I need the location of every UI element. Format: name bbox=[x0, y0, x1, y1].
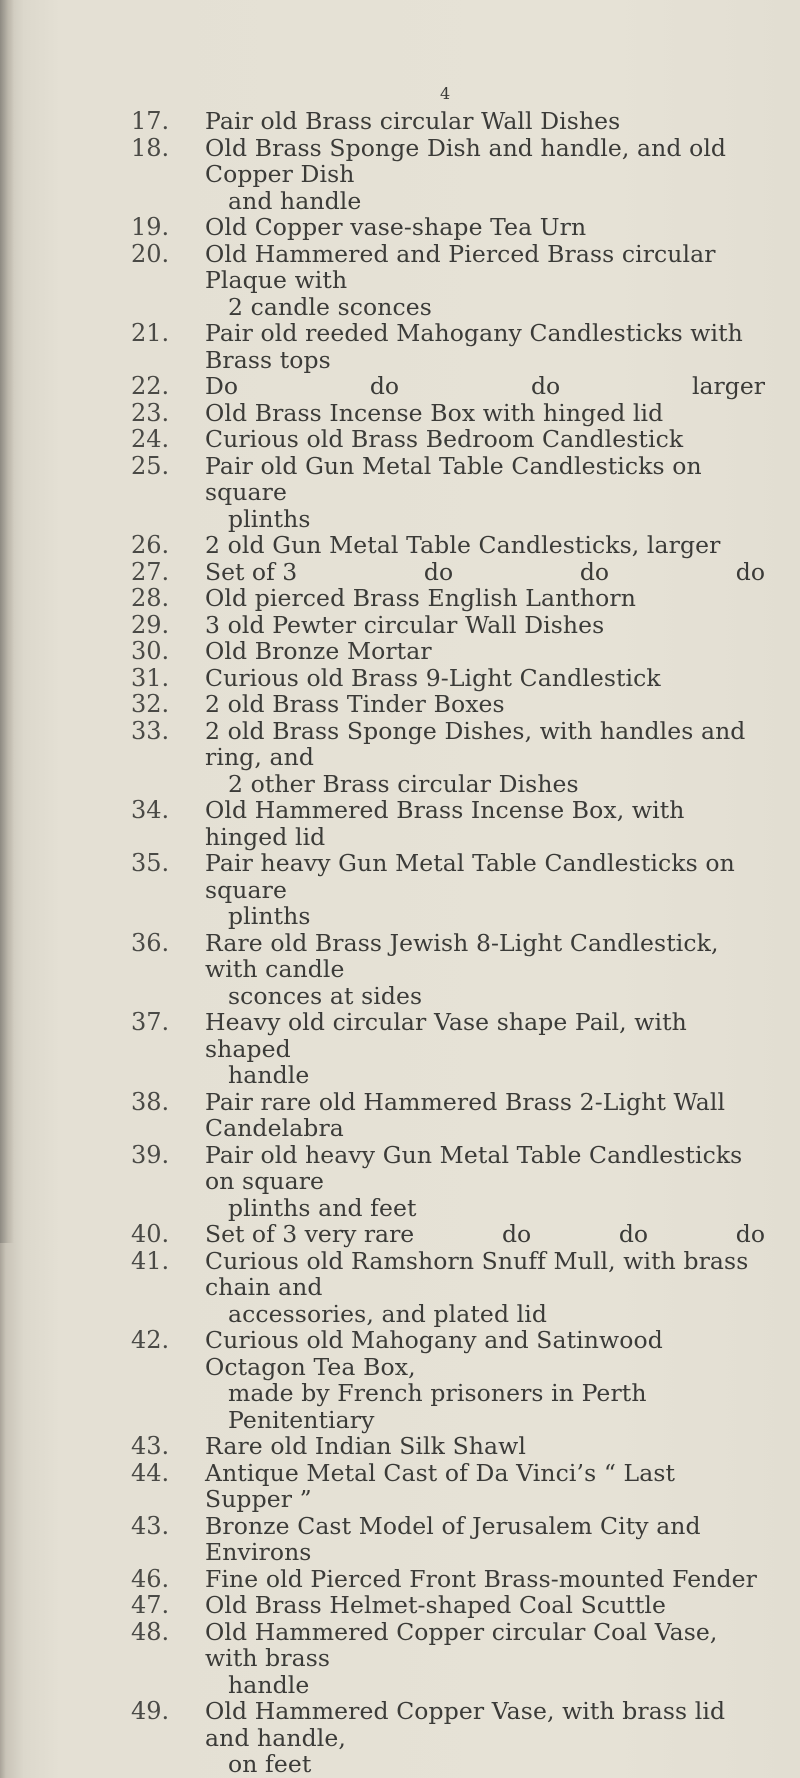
description-continuation: plinths bbox=[228, 902, 311, 930]
catalogue-entry bbox=[0, 1142, 800, 1222]
entry-description bbox=[205, 214, 765, 241]
catalogue-entry bbox=[0, 135, 800, 215]
description-line: Old Brass Helmet-shaped Coal Scuttle bbox=[205, 1591, 666, 1619]
entry-description bbox=[205, 320, 765, 373]
description-continuation: 2 candle sconces bbox=[228, 292, 432, 321]
catalogue-entry bbox=[0, 373, 800, 400]
description-line: 2 old Gun Metal Table Candlesticks, larger bbox=[205, 531, 721, 559]
entry-description bbox=[205, 797, 765, 850]
catalogue-entry bbox=[0, 1698, 800, 1778]
entry-description bbox=[205, 691, 765, 718]
ditto-word: Set of 3 very rare bbox=[205, 1220, 415, 1248]
entry-description bbox=[205, 585, 765, 612]
entry-description bbox=[205, 1566, 765, 1593]
entry-description bbox=[205, 930, 765, 1010]
description-continuation: and handle bbox=[228, 186, 362, 215]
entry-number: 26. bbox=[131, 531, 170, 559]
entry-number: 19. bbox=[131, 213, 170, 241]
entry-description bbox=[205, 1089, 765, 1142]
description-continuation: handle bbox=[228, 1061, 310, 1089]
description-continuation: made by French prisoners in Perth Penitentiary bbox=[228, 1379, 647, 1434]
ditto-word: do bbox=[735, 557, 765, 586]
entry-number: 33. bbox=[131, 716, 170, 745]
catalogue-entry bbox=[0, 453, 800, 533]
entry-number: 29. bbox=[131, 610, 170, 639]
entry-number: 28. bbox=[131, 584, 170, 612]
description-continuation: plinths and feet bbox=[228, 1193, 417, 1222]
description-line: Old Hammered Copper circular Coal Vase, with brass bbox=[205, 1617, 718, 1672]
description-line: Pair rare old Hammered Brass 2-Light Wall Candelabra bbox=[205, 1087, 726, 1142]
entry-ditto-row bbox=[205, 559, 765, 586]
entry-number: 37. bbox=[131, 1008, 170, 1036]
entry-number: 40. bbox=[131, 1220, 170, 1248]
catalogue-entry bbox=[0, 930, 800, 1010]
description-line: 3 old Pewter circular Wall Dishes bbox=[205, 610, 605, 639]
catalogue-entry bbox=[0, 1433, 800, 1460]
ditto-word: larger bbox=[692, 372, 765, 400]
description-line: Rare old Indian Silk Shawl bbox=[205, 1432, 526, 1460]
catalogue-entry bbox=[0, 585, 800, 612]
entry-number: 36. bbox=[131, 928, 170, 957]
description-line: Fine old Pierced Front Brass-mounted Fender bbox=[205, 1564, 757, 1593]
catalogue-entry bbox=[0, 850, 800, 930]
entry-number: 24. bbox=[131, 425, 170, 453]
entry-description bbox=[205, 1433, 765, 1460]
catalogue-entry bbox=[0, 1460, 800, 1513]
catalogue-entry bbox=[0, 1221, 800, 1248]
ditto-word: do bbox=[579, 557, 610, 586]
description-line: 2 old Brass Sponge Dishes, with handles and ring, and bbox=[205, 716, 746, 771]
entry-number: 49. bbox=[131, 1697, 170, 1725]
catalogue-entry bbox=[0, 718, 800, 798]
entry-number: 43. bbox=[131, 1511, 170, 1540]
description-continuation: accessories, and plated lid bbox=[228, 1299, 548, 1328]
entry-description bbox=[205, 1142, 765, 1222]
catalogue-entry bbox=[0, 214, 800, 241]
description-continuation: handle bbox=[228, 1670, 310, 1699]
description-line: Curious old Mahogany and Satinwood Octagon Tea Box, bbox=[205, 1326, 663, 1381]
catalogue-entry bbox=[0, 1327, 800, 1433]
entry-description bbox=[205, 1327, 765, 1433]
entry-number: 32. bbox=[131, 690, 170, 718]
catalogue-entry bbox=[0, 1248, 800, 1328]
entry-description bbox=[205, 638, 765, 665]
entry-number: 39. bbox=[131, 1140, 170, 1169]
entry-description bbox=[205, 1592, 765, 1619]
description-continuation: on feet bbox=[228, 1750, 312, 1778]
catalogue-entry bbox=[0, 665, 800, 692]
entry-description bbox=[205, 426, 765, 453]
description-continuation: 2 other Brass circular Dishes bbox=[228, 769, 579, 798]
entry-description bbox=[205, 1009, 765, 1089]
entry-description bbox=[205, 718, 765, 798]
description-line: Pair old Brass circular Wall Dishes bbox=[205, 107, 621, 135]
catalogue-entries bbox=[0, 108, 800, 1778]
catalogue-entry bbox=[0, 1619, 800, 1699]
description-line: 2 old Brass Tinder Boxes bbox=[205, 690, 505, 718]
description-continuation: sconces at sides bbox=[228, 981, 423, 1010]
description-line: Pair old heavy Gun Metal Table Candlesticks on square bbox=[205, 1140, 743, 1195]
entry-description bbox=[205, 665, 765, 692]
catalogue-entry bbox=[0, 1089, 800, 1142]
description-line: Curious old Brass 9-Light Candlestick bbox=[205, 663, 661, 692]
catalogue-entry bbox=[0, 1513, 800, 1566]
ditto-word: do bbox=[423, 557, 454, 586]
entry-number: 34. bbox=[131, 796, 170, 824]
entry-number: 42. bbox=[131, 1326, 170, 1354]
entry-number: 38. bbox=[131, 1087, 170, 1116]
description-line: Old Hammered and Pierced Brass circular Plaque with bbox=[205, 239, 716, 294]
description-line: Pair heavy Gun Metal Table Candlesticks on square bbox=[205, 849, 735, 904]
description-line: Curious old Ramshorn Snuff Mull, with brass chain and bbox=[205, 1246, 749, 1301]
entry-description bbox=[205, 453, 765, 533]
entry-number: 17. bbox=[131, 107, 170, 135]
catalogue-entry bbox=[0, 1566, 800, 1593]
entry-description bbox=[205, 1513, 765, 1566]
entry-description bbox=[205, 135, 765, 215]
ditto-word: Set of 3 bbox=[205, 557, 298, 586]
description-line: Old Brass Incense Box with hinged lid bbox=[205, 398, 664, 427]
entry-description bbox=[205, 612, 765, 639]
entry-number: 35. bbox=[131, 849, 170, 877]
ditto-word: Do bbox=[205, 372, 238, 400]
description-line: Antique Metal Cast of Da Vinci’s “ Last Supper ” bbox=[205, 1458, 676, 1513]
catalogue-entry bbox=[0, 400, 800, 427]
description-line: Old Bronze Mortar bbox=[205, 637, 432, 665]
catalogue-entry bbox=[0, 797, 800, 850]
description-line: Old Brass Sponge Dish and handle, and old Copper Dish bbox=[205, 133, 727, 188]
entry-description bbox=[205, 108, 765, 135]
catalogue-entry bbox=[0, 532, 800, 559]
entry-number: 22. bbox=[131, 372, 170, 400]
description-line: Old Hammered Copper Vase, with brass lid and handle, bbox=[205, 1697, 726, 1752]
catalogue-entry bbox=[0, 320, 800, 373]
entry-number: 46. bbox=[131, 1564, 170, 1593]
entry-number: 25. bbox=[131, 451, 170, 480]
entry-number: 30. bbox=[131, 637, 170, 665]
ditto-word: do bbox=[735, 1220, 765, 1248]
entry-number: 18. bbox=[131, 133, 170, 162]
catalogue-entry bbox=[0, 638, 800, 665]
entry-description bbox=[205, 241, 765, 321]
description-line: Old pierced Brass English Lanthorn bbox=[205, 584, 636, 612]
entry-number: 21. bbox=[131, 319, 170, 347]
description-continuation: plinths bbox=[228, 504, 311, 533]
description-line: Pair old reeded Mahogany Candlesticks with Brass tops bbox=[205, 319, 743, 374]
entry-description bbox=[205, 1248, 765, 1328]
entry-number: 44. bbox=[131, 1458, 170, 1487]
entry-number: 47. bbox=[131, 1591, 170, 1619]
catalogue-entry bbox=[0, 241, 800, 321]
description-line: Heavy old circular Vase shape Pail, with shaped bbox=[205, 1008, 687, 1063]
entry-description bbox=[205, 1460, 765, 1513]
ditto-word: do bbox=[501, 1220, 532, 1248]
page-number: 4 bbox=[440, 84, 451, 103]
entry-description bbox=[205, 532, 765, 559]
description-line: Old Copper vase-shape Tea Urn bbox=[205, 213, 587, 241]
entry-number: 27. bbox=[131, 557, 170, 586]
entry-description bbox=[205, 1619, 765, 1699]
description-line: Bronze Cast Model of Jerusalem City and Environs bbox=[205, 1511, 701, 1566]
description-line: Old Hammered Brass Incense Box, with hinged lid bbox=[205, 796, 685, 851]
entry-number: 41. bbox=[131, 1246, 170, 1275]
entry-number: 23. bbox=[131, 398, 170, 427]
entry-number: 20. bbox=[131, 239, 170, 268]
catalogue-entry bbox=[0, 1592, 800, 1619]
entry-description bbox=[205, 850, 765, 930]
ditto-word: do bbox=[618, 1220, 649, 1248]
catalogue-entry bbox=[0, 108, 800, 135]
description-line: Pair old Gun Metal Table Candlesticks on square bbox=[205, 451, 702, 506]
description-line: Curious old Brass Bedroom Candlestick bbox=[205, 425, 684, 453]
entry-ditto-row bbox=[205, 1221, 765, 1248]
catalogue-entry bbox=[0, 691, 800, 718]
catalogue-entry bbox=[0, 1009, 800, 1089]
entry-number: 31. bbox=[131, 663, 170, 692]
entry-number: 43. bbox=[131, 1432, 170, 1460]
catalogue-entry bbox=[0, 559, 800, 586]
entry-number: 48. bbox=[131, 1617, 170, 1646]
ditto-word: do bbox=[369, 372, 400, 400]
catalogue-entry bbox=[0, 612, 800, 639]
entry-description bbox=[205, 400, 765, 427]
entry-ditto-row bbox=[205, 373, 765, 400]
description-line: Rare old Brass Jewish 8-Light Candlestick, with candle bbox=[205, 928, 719, 983]
ditto-word: do bbox=[530, 372, 561, 400]
catalogue-entry bbox=[0, 426, 800, 453]
entry-description bbox=[205, 1698, 765, 1778]
